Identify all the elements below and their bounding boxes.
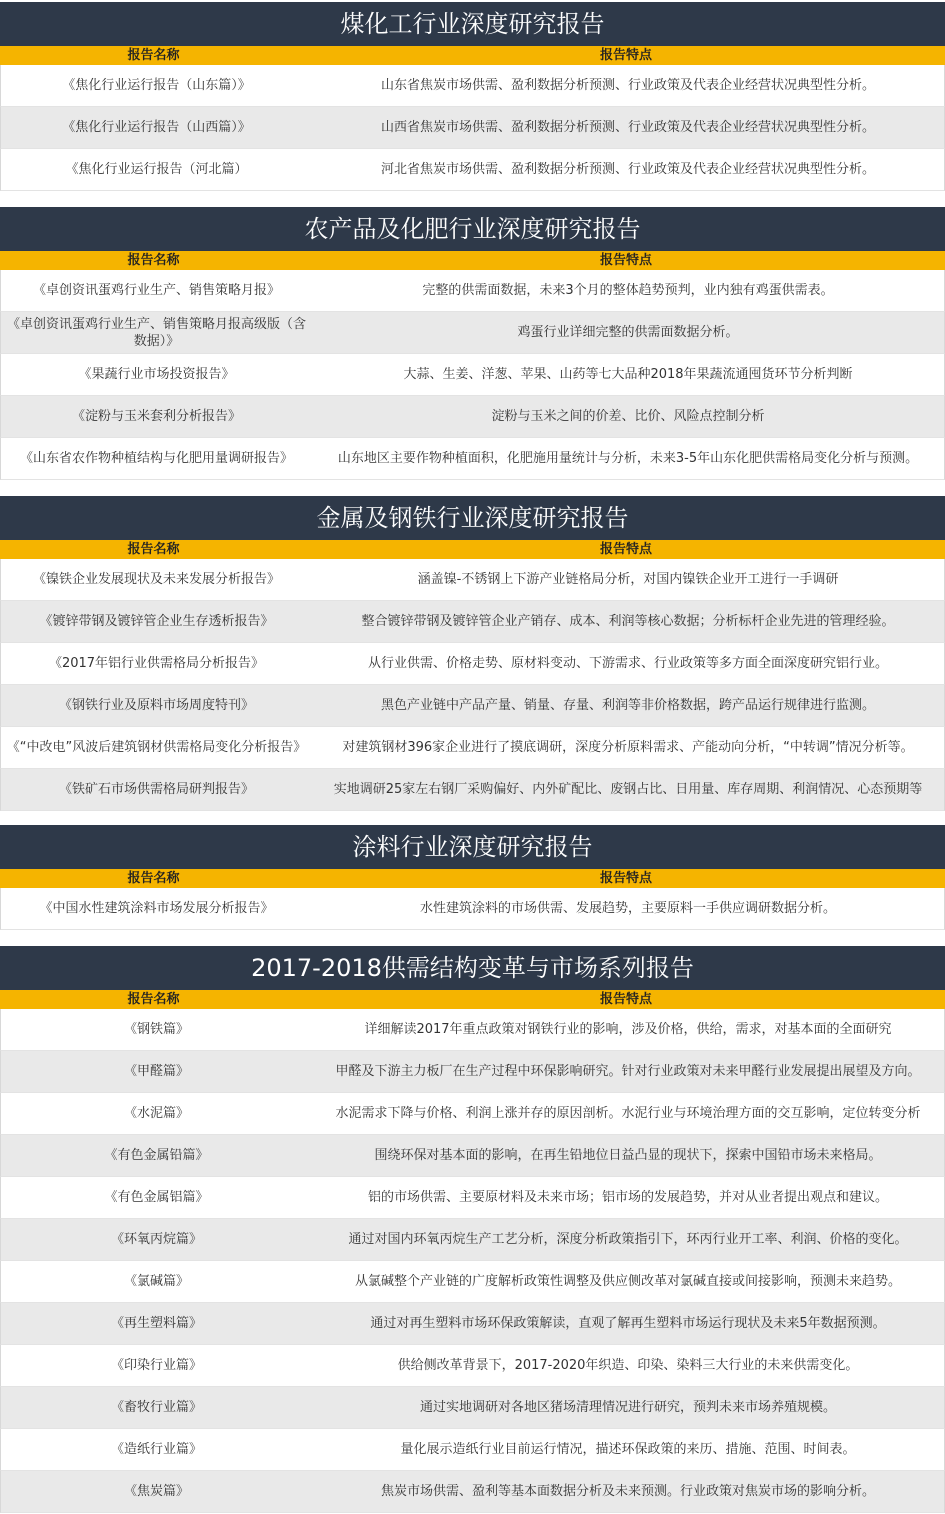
table-row — [0, 107, 945, 149]
report-name: 《镀锌带钢及镀锌管企业生存透析报告》 — [39, 614, 274, 629]
table-row — [0, 1135, 945, 1177]
section-coatings — [0, 825, 945, 930]
report-name: 《山东省农作物种植结构与化肥用量调研报告》 — [19, 451, 293, 466]
column-header-name: 报告名称 — [127, 992, 180, 1007]
section-title: 煤化工行业深度研究报告 — [0, 2, 945, 46]
section-supply-demand-series — [0, 946, 945, 1513]
table-row — [0, 438, 945, 480]
report-feature: 从行业供需、价格走势、原材料变动、下游需求、行业政策等多方面全面深度研究铝行业。 — [367, 656, 888, 671]
report-feature: 河北省焦炭市场供需、盈利数据分析预测、行业政策及代表企业经营状况典型性分析。 — [380, 162, 875, 177]
table-row — [0, 270, 945, 312]
table-row — [0, 312, 945, 354]
report-name: 《焦化行业运行报告（山西篇）》 — [62, 120, 251, 135]
report-feature: 对建筑钢材396家企业进行了摸底调研，深度分析原料需求、产能动向分析，“中转调”情况分析等。 — [342, 740, 914, 755]
report-feature: 量化展示造纸行业目前运行情况，描述环保政策的来历、措施、范围、时间表。 — [400, 1442, 856, 1457]
report-feature: 鸡蛋行业详细完整的供需面数据分析。 — [517, 325, 739, 340]
table-row — [0, 643, 945, 685]
report-name: 《卓创资讯蛋鸡行业生产、销售策略月报高级版（含数据）》 — [6, 316, 306, 349]
table-row — [0, 1345, 945, 1387]
report-feature: 围绕环保对基本面的影响，在再生铅地位日益凸显的现状下，探索中国铅市场未来格局。 — [374, 1148, 882, 1163]
report-feature: 黑色产业链中产品产量、销量、存量、利润等非价格数据，跨产品运行规律进行监测。 — [380, 698, 875, 713]
section-title: 金属及钢铁行业深度研究报告 — [0, 496, 945, 540]
report-name: 《卓创资讯蛋鸡行业生产、销售策略月报》 — [32, 283, 280, 298]
column-header-row — [0, 540, 945, 559]
report-feature: 山东地区主要作物种植面积，化肥施用量统计与分析，未来3-5年山东化肥供需格局变化分析与预测。 — [337, 451, 919, 466]
report-feature: 通过实地调研对各地区猪场清理情况进行研究，预判未来市场养殖规模。 — [419, 1400, 836, 1415]
table-row — [0, 1429, 945, 1471]
column-header-feature: 报告特点 — [599, 871, 652, 886]
table-row — [0, 1009, 945, 1051]
report-feature: 焦炭市场供需、盈利等基本面数据分析及未来预测。行业政策对焦炭市场的影响分析。 — [380, 1484, 875, 1499]
report-name: 《焦炭篇》 — [123, 1484, 189, 1499]
report-name: 《畜牧行业篇》 — [110, 1400, 202, 1415]
column-header-row — [0, 251, 945, 270]
table-row — [0, 601, 945, 643]
section-title: 2017-2018供需结构变革与市场系列报告 — [0, 946, 945, 990]
table-row — [0, 354, 945, 396]
report-name: 《再生塑料篇》 — [110, 1316, 202, 1331]
report-name: 《2017年铝行业供需格局分析报告》 — [48, 656, 265, 671]
report-name: 《有色金属铝篇》 — [104, 1190, 209, 1205]
table-row — [0, 1219, 945, 1261]
table-row — [0, 727, 945, 769]
report-feature: 水泥需求下降与价格、利润上涨并存的原因剖析。水泥行业与环境治理方面的交互影响，定位转变分析 — [335, 1106, 921, 1121]
section-coal-chemical — [0, 2, 945, 191]
table-row — [0, 396, 945, 438]
report-name: 《中国水性建筑涂料市场发展分析报告》 — [39, 901, 274, 916]
report-name: 《“中改电”风波后建筑钢材供需格局变化分析报告》 — [6, 740, 307, 755]
report-feature: 涵盖镍-不锈钢上下游产业链格局分析，对国内镍铁企业开工进行一手调研 — [417, 572, 839, 587]
table-row — [0, 1303, 945, 1345]
column-header-name: 报告名称 — [127, 542, 180, 557]
column-header-name: 报告名称 — [127, 48, 180, 63]
column-header-feature: 报告特点 — [599, 253, 652, 268]
table-row — [0, 1093, 945, 1135]
table-row — [0, 65, 945, 107]
report-name: 《印染行业篇》 — [110, 1358, 202, 1373]
table-row — [0, 769, 945, 811]
section-metal-steel — [0, 496, 945, 811]
table-row — [0, 1261, 945, 1303]
table-row — [0, 1471, 945, 1513]
report-name: 《钢铁篇》 — [123, 1022, 189, 1037]
report-feature: 水性建筑涂料的市场供需、发展趋势，主要原料一手供应调研数据分析。 — [419, 901, 836, 916]
column-header-row — [0, 46, 945, 65]
report-feature: 整合镀锌带钢及镀锌管企业产销存、成本、利润等核心数据；分析标杆企业先进的管理经验。 — [361, 614, 895, 629]
table-row — [0, 1177, 945, 1219]
table-row — [0, 1051, 945, 1093]
column-header-feature: 报告特点 — [599, 542, 652, 557]
section-title: 农产品及化肥行业深度研究报告 — [0, 207, 945, 251]
section-title: 涂料行业深度研究报告 — [0, 825, 945, 869]
column-header-name: 报告名称 — [127, 253, 180, 268]
column-header-row — [0, 990, 945, 1009]
report-feature: 通过对再生塑料市场环保政策解读，直观了解再生塑料市场运行现状及未来5年数据预测。 — [370, 1316, 886, 1331]
report-name: 《氯碱篇》 — [123, 1274, 189, 1289]
column-header-feature: 报告特点 — [599, 48, 652, 63]
report-feature: 山西省焦炭市场供需、盈利数据分析预测、行业政策及代表企业经营状况典型性分析。 — [380, 120, 875, 135]
table-row — [0, 888, 945, 930]
report-feature: 实地调研25家左右钢厂采购偏好、内外矿配比、废钢占比、日用量、库存周期、利润情况、心态预期等 — [333, 782, 923, 797]
report-feature: 甲醛及下游主力板厂在生产过程中环保影响研究。针对行业政策对未来甲醛行业发展提出展望及方向。 — [335, 1064, 921, 1079]
report-name: 《钢铁行业及原料市场周度特刊》 — [58, 698, 254, 713]
column-header-feature: 报告特点 — [599, 992, 652, 1007]
report-feature: 从氯碱整个产业链的广度解析政策性调整及供应侧改革对氯碱直接或间接影响，预测未来趋势。 — [354, 1274, 901, 1289]
report-feature: 大蒜、生姜、洋葱、苹果、山药等七大品种2018年果蔬流通囤货环节分析判断 — [403, 367, 853, 382]
table-row — [0, 1387, 945, 1429]
report-name: 《甲醛篇》 — [123, 1064, 189, 1079]
column-header-name: 报告名称 — [127, 871, 180, 886]
table-row — [0, 149, 945, 191]
report-name: 《有色金属铅篇》 — [104, 1148, 209, 1163]
report-feature: 山东省焦炭市场供需、盈利数据分析预测、行业政策及代表企业经营状况典型性分析。 — [380, 78, 875, 93]
report-name: 《果蔬行业市场投资报告》 — [78, 367, 235, 382]
report-name: 《镍铁企业发展现状及未来发展分析报告》 — [32, 572, 280, 587]
report-name: 《环氧丙烷篇》 — [110, 1232, 202, 1247]
report-name: 《造纸行业篇》 — [110, 1442, 202, 1457]
report-name: 《淀粉与玉米套利分析报告》 — [71, 409, 241, 424]
section-agriculture-fertilizer — [0, 207, 945, 480]
report-feature: 完整的供需面数据，未来3个月的整体趋势预判，业内独有鸡蛋供需表。 — [422, 283, 834, 298]
report-feature: 淀粉与玉米之间的价差、比价、风险点控制分析 — [491, 409, 765, 424]
report-feature: 通过对国内环氧丙烷生产工艺分析，深度分析政策指引下，环丙行业开工率、利润、价格的变化。 — [348, 1232, 908, 1247]
table-row — [0, 685, 945, 727]
report-name: 《水泥篇》 — [123, 1106, 189, 1121]
report-feature: 详细解读2017年重点政策对钢铁行业的影响，涉及价格，供给，需求，对基本面的全面研究 — [364, 1022, 892, 1037]
table-row — [0, 559, 945, 601]
report-feature: 供给侧改革背景下，2017-2020年织造、印染、染料三大行业的未来供需变化。 — [397, 1358, 859, 1373]
report-feature: 铝的市场供需、主要原材料及未来市场；铝市场的发展趋势，并对从业者提出观点和建议。 — [367, 1190, 888, 1205]
report-name: 《焦化行业运行报告（山东篇）》 — [62, 78, 251, 93]
column-header-row — [0, 869, 945, 888]
report-name: 《焦化行业运行报告（河北篇） — [65, 162, 248, 177]
report-name: 《铁矿石市场供需格局研判报告》 — [58, 782, 254, 797]
